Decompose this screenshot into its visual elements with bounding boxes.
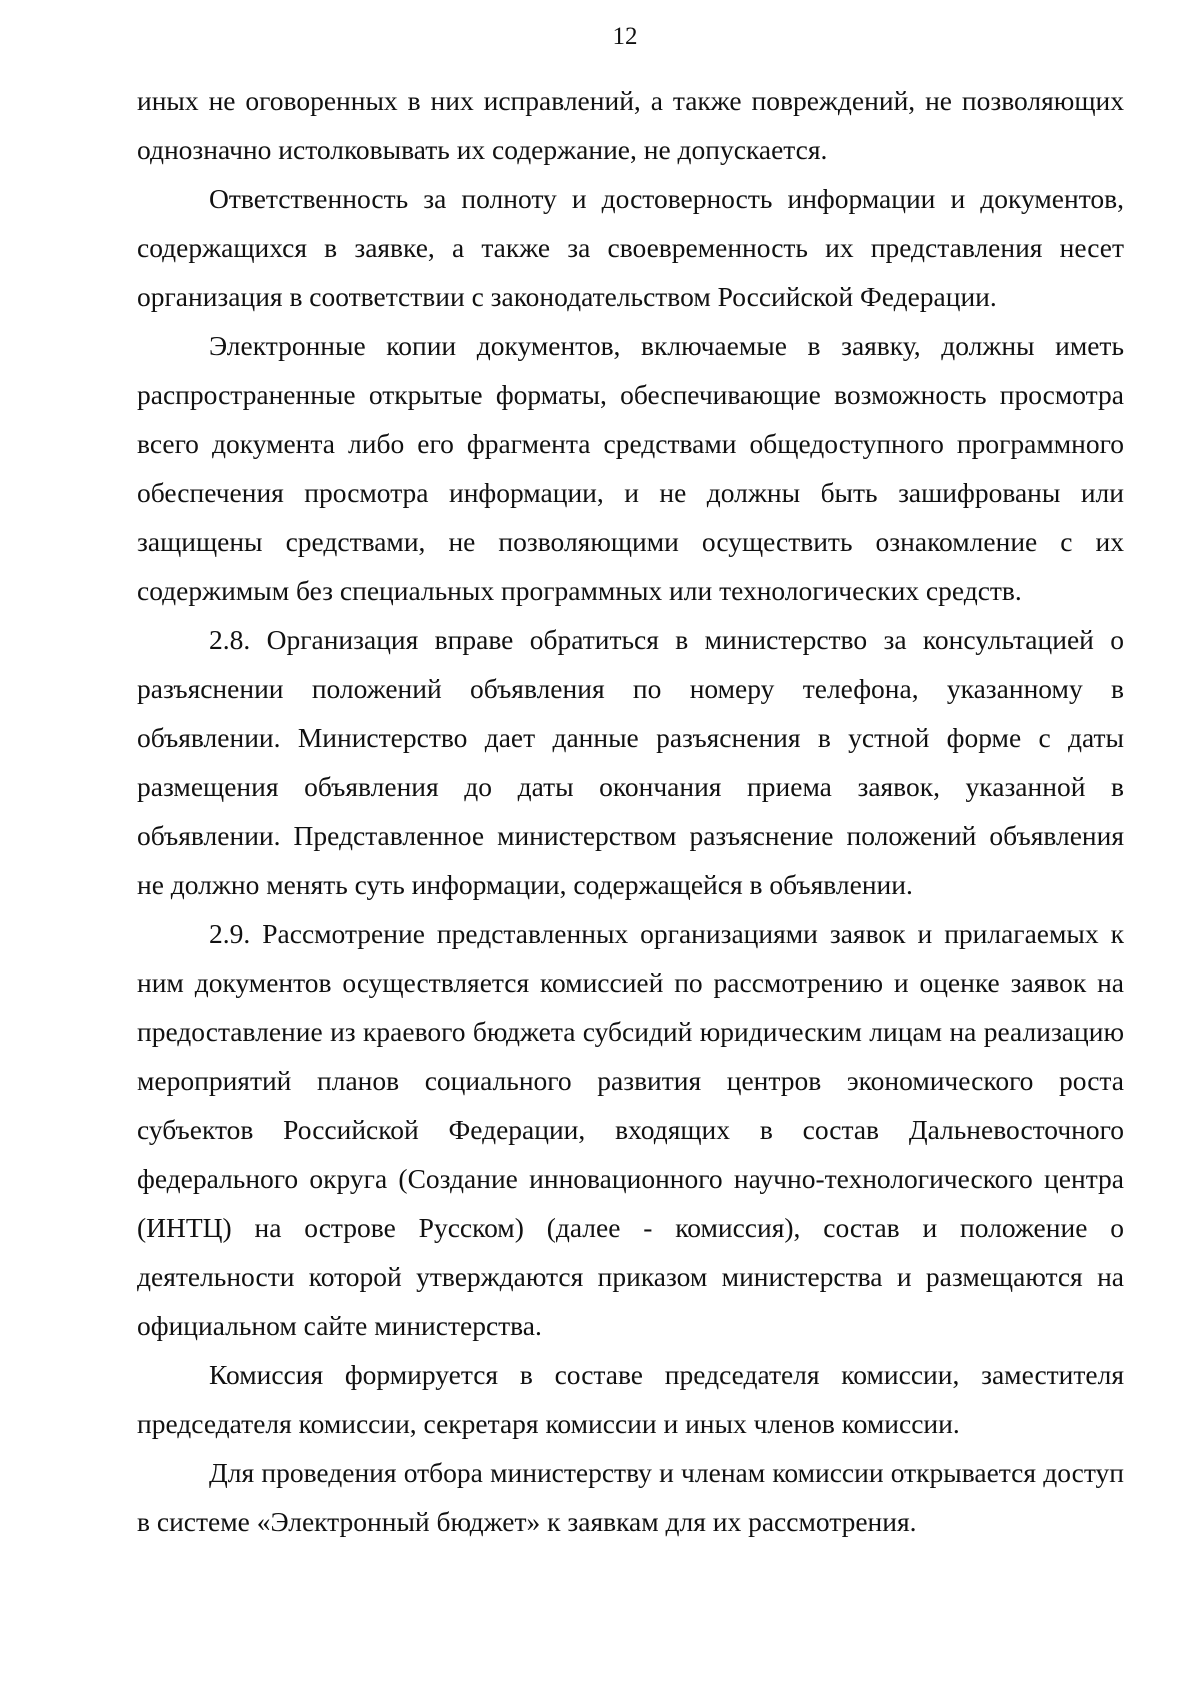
paragraph-continuation: иных не оговоренных в них исправлений, а также повреждений, не позволяющих однозначно истолковывать их содержание, не допускается. xyxy=(137,85,1124,165)
page-number: 12 xyxy=(612,23,638,50)
paragraph-clause-2-9: 2.9. Рассмотрение представленных организациями заявок и прилагаемых к ним документов осуществляется комиссией по рассмотрению и оценке заявок на предоставление из краевого бюджета субсидий юридическим лицам на реализацию мероприятий планов социального развития центров экономического роста субъектов Российской Федерации, входящих в состав Дальневосточного федерального округа (Создание инновационного научно-технологического центра (ИНТЦ) на острове Русском) (далее - комиссия), состав и положение о деятельности которой утверждаются приказом министерства и размещаются на официальном сайте министерства. xyxy=(137,918,1124,1341)
document-body xyxy=(137,76,1124,1546)
paragraph-responsibility: Ответственность за полноту и достоверность информации и документов, содержащихся в заявке, а также за своевременность их представления несет организация в соответствии с законодательством Российской Федерации. xyxy=(137,183,1124,312)
paragraph-electronic-copies: Электронные копии документов, включаемые в заявку, должны иметь распространенные открытые форматы, обеспечивающие возможность просмотра всего документа либо его фрагмента средствами общедоступного программного обеспечения просмотра информации, и не должны быть зашифрованы или защищены средствами, не позволяющими осуществить ознакомление с их содержимым без специальных программных или технологических средств. xyxy=(137,330,1124,606)
paragraph-access: Для проведения отбора министерству и членам комиссии открывается доступ в системе «Электронный бюджет» к заявкам для их рассмотрения. xyxy=(137,1457,1124,1537)
paragraph-clause-2-8: 2.8. Организация вправе обратиться в министерство за консультацией о разъяснении положений объявления по номеру телефона, указанному в объявлении. Министерство дает данные разъяснения в устной форме с даты размещения объявления до даты окончания приема заявок, указанной в объявлении. Представленное министерством разъяснение положений объявления не должно менять суть информации, содержащейся в объявлении. xyxy=(137,624,1124,900)
paragraph-commission-composition: Комиссия формируется в составе председателя комиссии, заместителя председателя комиссии, секретаря комиссии и иных членов комиссии. xyxy=(137,1359,1124,1439)
